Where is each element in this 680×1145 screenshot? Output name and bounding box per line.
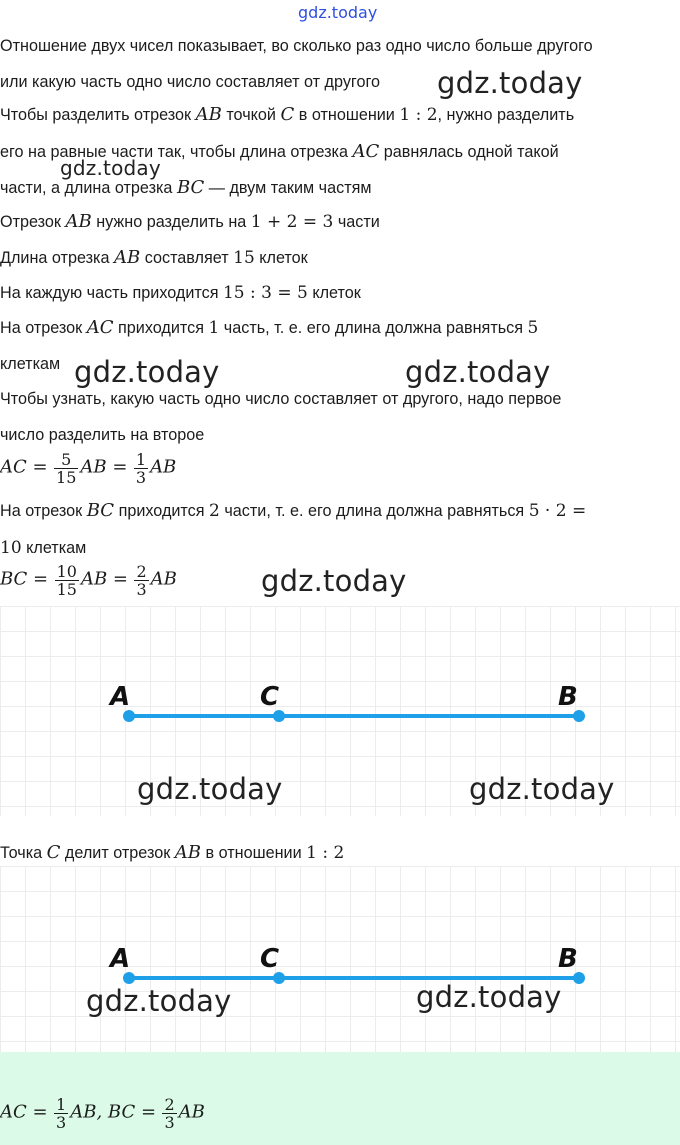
text-line-1: Отношение двух чисел показывает, во сколько раз одно число больше другого bbox=[0, 37, 593, 55]
watermark: gdz.today bbox=[469, 772, 615, 806]
label-point-b: B bbox=[558, 944, 578, 974]
watermark: gdz.today bbox=[261, 564, 407, 598]
text-line-2: или какую часть одно число составляет от другого bbox=[0, 73, 381, 91]
fraction: $\frac{10}{15}$ bbox=[56, 563, 77, 599]
text-line-12: число разделить на второе bbox=[0, 426, 205, 444]
watermark: gdz.today bbox=[137, 772, 283, 806]
text-line-11: Чтобы узнать, какую часть одно число составляет от другого, надо первое bbox=[0, 390, 562, 408]
watermark: gdz.today bbox=[74, 355, 220, 389]
text-line-5: части, а длина отрезка BC — двум таким частям bbox=[0, 177, 372, 198]
formula-ac: AC = $\frac{5}{15}$ AB = $\frac{1}{3}$ AB bbox=[0, 450, 177, 487]
text-line-7: Длина отрезка AB составляет 15 клеток bbox=[0, 247, 308, 268]
text-line-9: На отрезок AC приходится 1 часть, т. е. его длина должна равняться 5 bbox=[0, 317, 539, 338]
text-line-17: Точка C делит отрезок AB в отношении 1 : 2 bbox=[0, 842, 345, 863]
watermark: gdz.today bbox=[437, 66, 583, 100]
fraction: $\frac{2}{3}$ bbox=[164, 1095, 175, 1132]
watermark: gdz.today bbox=[86, 984, 232, 1018]
text-line-8: На каждую часть приходится 15 : 3 = 5 клеток bbox=[0, 283, 361, 303]
grid-diagram-2 bbox=[0, 866, 680, 1052]
text-line-14: На отрезок BC приходится 2 части, т. е. его длина должна равняться 5 · 2 = bbox=[0, 500, 587, 521]
text-line-6: Отрезок AB нужно разделить на 1 + 2 = 3 части bbox=[0, 211, 380, 232]
fraction: $\frac{5}{15}$ bbox=[56, 450, 77, 487]
label-point-c: C bbox=[260, 682, 280, 712]
fraction: $\frac{1}{3}$ bbox=[56, 1095, 67, 1132]
text-line-4: его на равные части так, чтобы длина отрезка AC равнялась одной такой bbox=[0, 141, 559, 162]
text-line-3: Чтобы разделить отрезок AB точкой C в отношении 1 : 2, нужно разделить bbox=[0, 104, 575, 125]
segment-ab bbox=[129, 714, 579, 718]
answer-box bbox=[0, 1052, 680, 1145]
answer-formula: AC = $\frac{1}{3}$ AB, BC = $\frac{2}{3}$ AB bbox=[0, 1095, 205, 1132]
fraction: $\frac{2}{3}$ bbox=[136, 563, 147, 599]
fraction: $\frac{1}{3}$ bbox=[135, 450, 147, 487]
watermark: gdz.today bbox=[60, 156, 161, 180]
label-point-b: B bbox=[558, 682, 578, 712]
label-point-a: A bbox=[110, 944, 131, 974]
watermark: gdz.today bbox=[416, 980, 562, 1014]
formula-bc: BC = $\frac{10}{15}$ AB = $\frac{2}{3}$ AB bbox=[0, 563, 177, 599]
watermark: gdz.today bbox=[405, 355, 551, 389]
label-point-c: C bbox=[260, 944, 280, 974]
label-point-a: A bbox=[110, 682, 131, 712]
watermark-top: gdz.today bbox=[298, 3, 378, 22]
text-line-10: клеткам bbox=[0, 355, 61, 373]
text-line-15: 10 клеткам bbox=[0, 538, 87, 558]
grid-diagram-1 bbox=[0, 606, 680, 816]
